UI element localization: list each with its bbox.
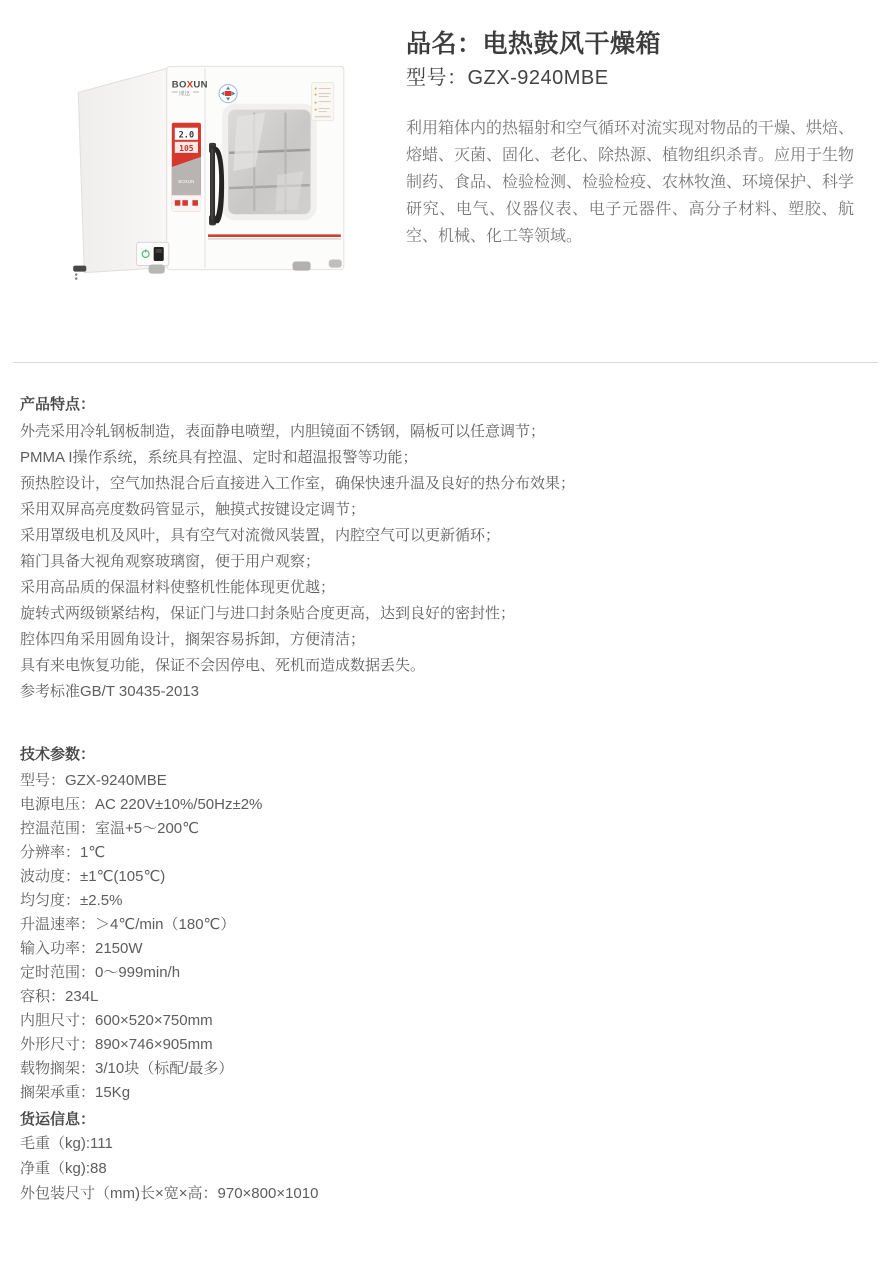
svg-text:2.0: 2.0: [178, 130, 195, 141]
panel-button-down: [182, 200, 188, 206]
feature-item: 预热腔设计，空气加热混合后直接进入工作室，确保快速升温及良好的热分布效果；: [20, 475, 576, 492]
panel-button-set: [192, 200, 198, 206]
features-heading: 产品特点：: [20, 396, 96, 413]
specs-heading: 技术参数：: [20, 746, 96, 763]
spec-item: 电源电压：AC 220V±10%/50Hz±2%: [20, 796, 263, 813]
oven-illustration: [40, 46, 372, 298]
spec-item: 载物搁架：3/10块（标配/最多）: [20, 1060, 234, 1077]
spec-item: 容积：234L: [20, 988, 99, 1005]
product-info: [406, 28, 867, 250]
feature-item: 外壳采用冷轧钢板制造，表面静电喷塑，内胆镜面不锈钢，隔板可以任意调节；: [20, 423, 546, 440]
product-description: 利用箱体内的热辐射和空气循环对流实现对物品的干燥、烘焙、熔蜡、灭菌、固化、老化、除热源、植物组织杀青。应用于生物制药、食品、检验检测、检验检疫、农林牧渔、环境保护、科学研究、电气、仪器仪表、电子元器件、高分子材料、塑胶、航空、机械、化工等领域。: [406, 120, 855, 245]
spec-item: 波动度：±1℃(105℃): [20, 868, 166, 885]
specs-block: [20, 743, 867, 1206]
spec-item: 均匀度：±2.5%: [20, 892, 123, 909]
svg-text:BOXUN: BOXUN: [171, 79, 208, 91]
spec-item: 分辨率：1℃: [20, 844, 106, 861]
svg-text:BOXUN: BOXUN: [178, 179, 195, 185]
reference-standard: 参考标准GB/T 30435-2013: [20, 683, 199, 700]
spec-item: 内胆尺寸：600×520×750mm: [20, 1012, 213, 1029]
door-badge: [219, 84, 237, 102]
shipping-item: 外包装尺寸（mm)长×宽×高：970×800×1010: [20, 1185, 319, 1202]
spec-item: 外形尺寸：890×746×905mm: [20, 1036, 213, 1053]
detail-section: [0, 363, 891, 1246]
feature-item: 旋转式两级锁紧结构，保证门与进口封条贴合度更高，达到良好的密封性；: [20, 605, 516, 622]
shipping-item: 毛重（kg):111: [20, 1135, 113, 1152]
product-image: [40, 46, 372, 303]
spec-label: [312, 82, 334, 120]
svg-text:105: 105: [179, 143, 194, 153]
spec-item: 输入功率：2150W: [20, 940, 143, 957]
svg-text:博迅: 博迅: [178, 91, 190, 98]
control-panel: [172, 123, 201, 212]
spec-item: 搁架承重：15Kg: [20, 1084, 131, 1101]
spec-item: 升温速率：＞4℃/min（180℃）: [20, 916, 236, 933]
feature-item: 腔体四角采用圆角设计，搁架容易拆卸，方便清洁；: [20, 631, 366, 648]
feature-item: 箱门具备大视角观察玻璃窗，便于用户观察；: [20, 553, 321, 570]
product-model: 型号：GZX-9240MBE: [406, 67, 609, 89]
power-switch: [137, 242, 169, 265]
top-section: [0, 0, 891, 362]
panel-button-up: [175, 200, 181, 206]
feature-item: 采用双屏高亮度数码管显示，触摸式按键设定调节；: [20, 501, 366, 518]
shipping-heading: 货运信息：: [20, 1111, 96, 1128]
feature-item: PMMA I操作系统，系统具有控温、定时和超温报警等功能；: [20, 449, 418, 466]
spec-item: 型号：GZX-9240MBE: [20, 772, 167, 789]
door-stripe: [208, 234, 341, 239]
spec-item: 定时范围：0～999min/h: [20, 964, 181, 981]
door-window: [225, 107, 314, 218]
shipping-item: 净重（kg):88: [20, 1160, 107, 1177]
spec-item: 控温范围：室温+5～200℃: [20, 820, 199, 837]
feature-item: 采用高品质的保温材料使整机性能体现更优越；: [20, 579, 336, 596]
feature-item: 具有来电恢复功能，保证不会因停电、死机而造成数据丢失。: [20, 657, 426, 674]
product-name: 品名：电热鼓风干燥箱: [406, 30, 662, 58]
feature-item: 采用罩级电机及风叶，具有空气对流微风装置，内腔空气可以更新循环；: [20, 527, 501, 544]
